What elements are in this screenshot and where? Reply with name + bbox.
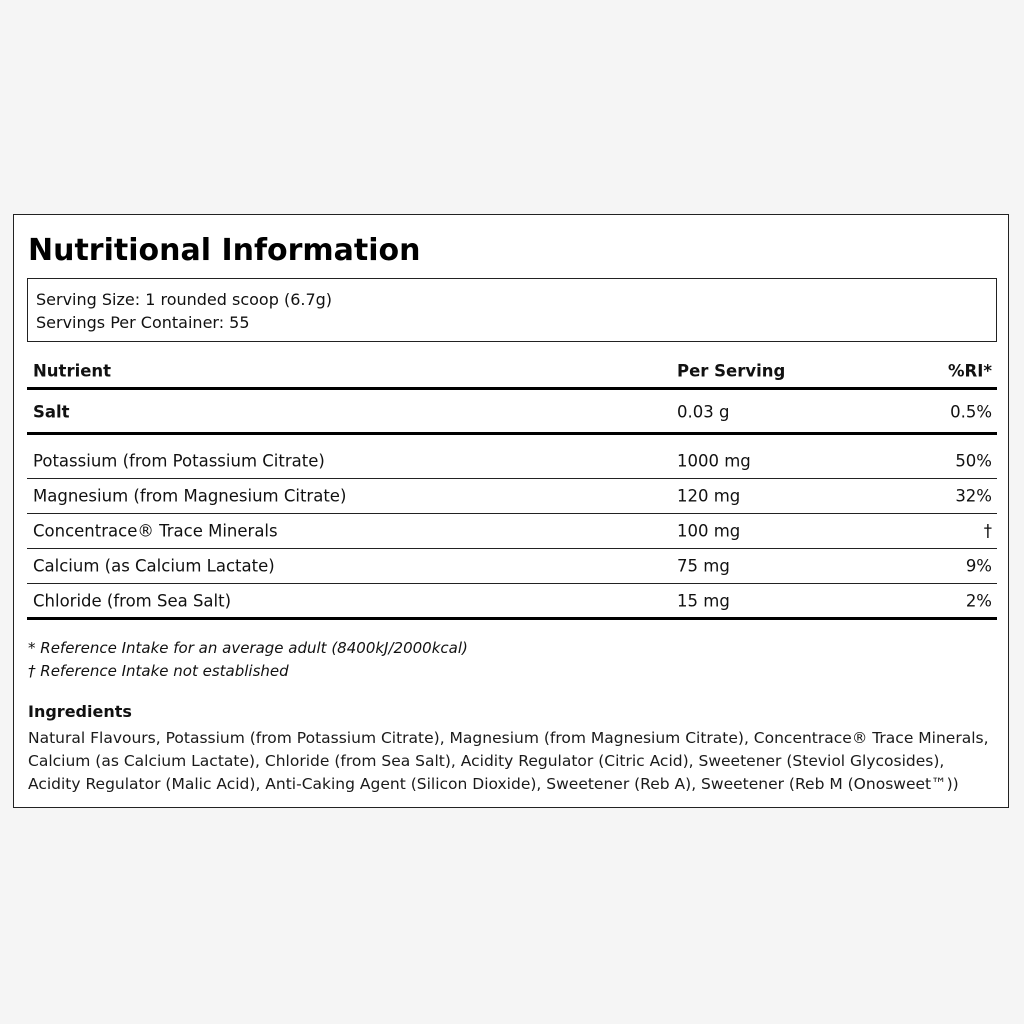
dagger-footnote: † Reference Intake not established: [28, 662, 289, 680]
ri-footnote: * Reference Intake for an average adult (8400kJ/2000kcal): [28, 639, 468, 657]
table-row: [27, 584, 997, 620]
per-serving-value: 100 mg: [677, 521, 741, 541]
column-header-nutrient: Nutrient: [33, 361, 112, 381]
per-serving-value: 15 mg: [677, 591, 730, 610]
nutrition-table: [27, 352, 997, 620]
ri-value: †: [983, 521, 992, 541]
per-serving-value: 0.03 g: [677, 402, 730, 422]
column-header-per-serving: Per Serving: [677, 361, 786, 381]
ingredients-text: Natural Flavours, Potassium (from Potassium Citrate), Magnesium (from Magnesium Citrate), Concentrace® Trace Minerals, Calcium (as Calcium Lactate), Chloride (from Sea Salt), Acidity Regulator (Citric Acid), Sweetener (Steviol Glycosides), Acidity Regulator (Malic Acid), Anti-Caking Agent (Silicon Dioxide), Sweetener (Reb A), Sweetener (Reb M (Onosweet™)): [28, 729, 989, 793]
nutrient-name: Calcium (as Calcium Lactate): [33, 556, 275, 576]
nutrient-name: Chloride (from Sea Salt): [33, 591, 232, 610]
table-row: [27, 514, 997, 549]
ri-value: 2%: [965, 591, 992, 610]
serving-info-box: [27, 278, 997, 342]
nutrient-name: Salt: [33, 402, 70, 422]
table-row-salt: [27, 390, 997, 435]
ingredients-heading: Ingredients: [28, 702, 132, 721]
servings-per-container: Servings Per Container: 55: [36, 313, 250, 332]
table-row: [27, 444, 997, 479]
ri-value: 32%: [955, 486, 992, 506]
ri-value: 50%: [955, 451, 992, 471]
nutrient-name: Concentrace® Trace Minerals: [33, 521, 278, 541]
table-spacer: [27, 435, 997, 444]
column-header-ri: %RI*: [947, 361, 992, 381]
nutrient-name: Potassium (from Potassium Citrate): [33, 451, 325, 471]
table-row: [27, 549, 997, 584]
ri-value: 0.5%: [950, 402, 992, 422]
nutrition-panel: [13, 214, 1009, 808]
serving-size: Serving Size: 1 rounded scoop (6.7g): [36, 290, 333, 309]
ri-value: 9%: [965, 556, 992, 576]
page-title: Nutritional Information: [28, 233, 421, 268]
per-serving-value: 1000 mg: [677, 451, 751, 471]
per-serving-value: 120 mg: [677, 486, 741, 506]
per-serving-value: 75 mg: [677, 556, 730, 576]
table-row: [27, 479, 997, 514]
footnotes: [28, 637, 468, 683]
table-header-row: [27, 352, 997, 390]
nutrient-name: Magnesium (from Magnesium Citrate): [33, 486, 347, 506]
